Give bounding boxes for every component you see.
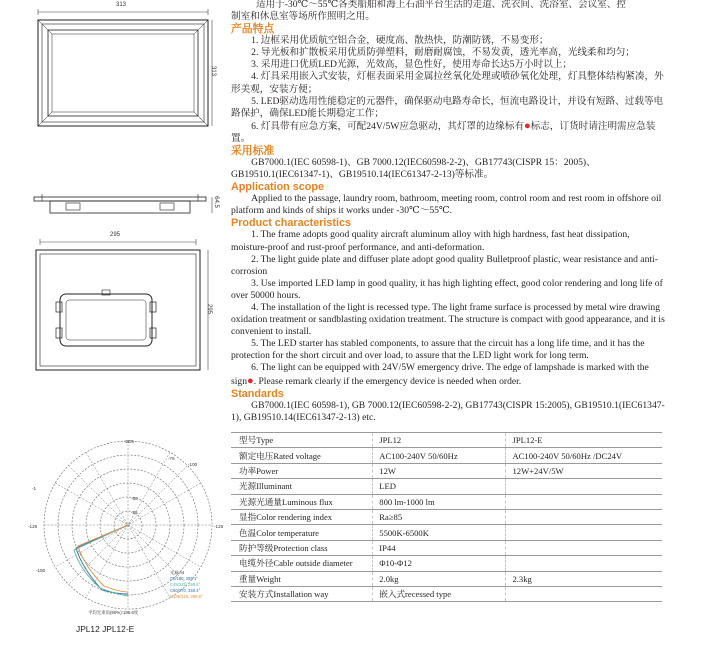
side-view-drawing <box>30 180 220 220</box>
spec-value-jpl12: 嵌入式recessed type <box>373 586 506 601</box>
spec-row <box>231 586 662 601</box>
cn-feature-6-end: 标志，订货时请注明需应急装置。 <box>231 120 656 144</box>
en-scope-heading: Application scope <box>231 181 324 194</box>
spec-value-jpl12: Φ10-Φ12 <box>373 556 506 571</box>
cn-intro-line1: 适用于-30℃～55℃各类船舶和海上石油平台生活的走道、洗衣间、洗浴室、会议室、控 <box>255 0 626 10</box>
spec-table-body <box>231 433 662 602</box>
polar-legend-item: C0/180, 289.1° <box>170 576 198 581</box>
en-standards: GB7000.1(IEC 60598-1), GB 7000.12(IEC60598-2-2), GB17743(CISPR 15:2005), GB19510.1(IEC61347-1), GB19510.14(IEC61347-2-13) etc. <box>231 399 665 423</box>
polar-caption: JPL12 JPL12-E <box>76 624 135 634</box>
spec-value-jpl12e <box>506 479 662 494</box>
spec-label: 光源Illuminant <box>231 479 373 494</box>
polar-legend-item: C45/225, 298.8° <box>170 582 201 587</box>
en-characteristics-heading: Product characteristics <box>231 217 352 230</box>
en-char-3: 3. Use imported LED lamp in good quality, it has high lighting effect, good color rendering and long life of over 50000 hours. <box>231 277 663 301</box>
spec-row <box>231 571 662 586</box>
spec-row <box>231 556 662 571</box>
spec-row <box>231 463 662 478</box>
polar-legend-item: C135/315, 298.8° <box>170 594 203 599</box>
emergency-dot-icon: ● <box>524 119 531 132</box>
cn-feature-5: 5. LED驱动选用性能稳定的元器件，确保驱动电路寿命长，恒流电路设计，并设有短路、过载等电路保护，确保LED能长期稳定工作； <box>231 95 664 119</box>
spec-value-jpl12e: 2.3kg <box>506 571 662 586</box>
cn-standards: GB7000.1(IEC 60598-1)、GB 7000.12(IEC60598-2-2)、GB17743(CISPR 15：2005)、GB19510.1(IEC61347-1)、GB19510.14(IEC61347-2-13)等标准。 <box>231 157 596 181</box>
polar-label: -1 <box>32 486 37 491</box>
spec-value-jpl12e <box>506 586 662 601</box>
polar-label: -100 <box>188 462 198 467</box>
cn-feature-3: 3. 采用进口优质LED光源，光效高，显色性好，使用寿命长达5万小时以上； <box>251 59 573 71</box>
spec-table <box>231 432 662 602</box>
spec-label: 安装方式Installation way <box>231 586 373 601</box>
polar-label: -25 <box>131 510 138 515</box>
en-char-4: 4. The installation of the light is recessed type. The light frame surface is processed by metal wire drawing oxidation treatment or sandblasting oxidation treatment. The structure is compact with good appearance, and it is convenient to install. <box>231 301 665 338</box>
cn-features-heading: 产品特点 <box>231 23 275 36</box>
en-char-6-start: 6. The light can be equipped with 24V/5W emergency drive. The edge of lampshade is marked with the sign <box>231 362 649 387</box>
spec-value-jpl12e <box>506 556 662 571</box>
en-char-1: 1. The frame adopts good quality aircraft aluminum alloy with high hardness, fast heat dissipation, moisture-proof and rust-proof performance, and anti-deformation. <box>231 229 630 253</box>
spec-label: 型号Type <box>231 433 373 448</box>
spec-value-jpl12: Ra≥85 <box>373 509 506 524</box>
spec-row <box>231 525 662 540</box>
spec-label: 额定电压Rated voltage <box>231 448 373 463</box>
spec-row <box>231 479 662 494</box>
en-char-6-end: . Please remark clearly if the emergency device is needed when order. <box>253 375 522 387</box>
polar-legend-item: 光源:n4 <box>170 570 185 575</box>
emergency-dot-icon: ● <box>247 374 254 387</box>
spec-value-jpl12e <box>506 540 662 555</box>
en-char-6 <box>231 362 667 387</box>
polar-label: -2D5 <box>124 439 134 444</box>
cn-feature-6-start: 6. 灯具带有应急方案，可配24V/5W应急驱动，其灯罩的边缘标有 <box>251 120 525 132</box>
polar-label: -125 <box>28 524 38 529</box>
cn-feature-6 <box>231 120 667 145</box>
spec-row <box>231 448 662 463</box>
en-char-5: 5. The LED starter has stabled components, to assure that the circuit has a long life time, and it has the protection for the short circuit and over load, to assure that the LED light work for long term. <box>231 338 645 362</box>
spec-label: 防护等级Protection class <box>231 540 373 555</box>
side-height-dim: 64.5 <box>212 196 219 208</box>
en-scope: Applied to the passage, laundry room, bathroom, meeting room, control room and rest room in offshore oil platform and kinds of ships it works under -30℃～55℃. <box>231 193 662 217</box>
polar-label: -150 <box>36 568 46 573</box>
spec-label: 光源光通量Luminous flux <box>231 494 373 509</box>
spec-value-jpl12e <box>506 509 662 524</box>
polar-label: -125 <box>214 524 224 529</box>
spec-value-jpl12: 2.0kg <box>373 571 506 586</box>
bottom-view-drawing <box>30 232 220 376</box>
spec-value-jpl12: 12W <box>373 463 506 478</box>
top-height-dim: 313 <box>210 65 217 77</box>
spec-row <box>231 509 662 524</box>
en-standards-heading: Standards <box>231 387 284 400</box>
spec-value-jpl12: 800 lm-1000 lm <box>373 494 506 509</box>
spec-label: 显指Color rendering index <box>231 509 373 524</box>
spec-label: 功率Power <box>231 463 373 478</box>
top-width-dim: 313 <box>116 2 127 8</box>
spec-value-jpl12e: AC100-240V 50/60Hz /DC24V <box>506 448 662 463</box>
bottom-width-dim: 295 <box>110 232 121 238</box>
spec-label: 电缆外径Cable outside diameter <box>231 556 373 571</box>
spec-value-jpl12: LED <box>373 479 506 494</box>
polar-footer: 平均光束角(90%):196.6度 <box>88 610 139 615</box>
description-text <box>231 0 667 424</box>
en-char-2: 2. The light guide plate and diffuser plate adopt good quality Bulletproof plastic, wear resistance and anti-corrosion <box>231 253 658 277</box>
spec-value-jpl12e: JPL12-E <box>506 433 662 448</box>
polar-label: -75 <box>168 456 175 461</box>
spec-label: 色温Color temperature <box>231 525 373 540</box>
spec-value-jpl12e <box>506 525 662 540</box>
spec-value-jpl12e <box>506 494 662 509</box>
top-view-drawing <box>30 2 217 130</box>
polar-label: -50 <box>131 496 138 501</box>
cn-feature-4: 4. 灯具采用嵌入式安装，灯框表面采用金属拉丝氧化处理或喷砂氧化处理，灯具整体结构紧凑，外形美观，安装方便； <box>231 71 664 95</box>
bottom-height-dim: 295 <box>206 303 213 315</box>
spec-value-jpl12e: 12W+24V/5W <box>506 463 662 478</box>
spec-value-jpl12: IP44 <box>373 540 506 555</box>
cn-feature-1: 1. 边框采用优质航空铝合金，硬度高、散热快，防潮防锈，不易变形； <box>251 35 549 47</box>
spec-row <box>231 494 662 509</box>
spec-value-jpl12: 5500K-6500K <box>373 525 506 540</box>
cn-standards-heading: 采用标准 <box>231 145 275 158</box>
cn-intro-line2: 制室和休息室等场所作照明之用。 <box>231 11 375 23</box>
spec-row <box>231 433 662 448</box>
spec-value-jpl12: JPL12 <box>373 433 506 448</box>
spec-value-jpl12: AC100-240V 50/60Hz <box>373 448 506 463</box>
polar-distribution-diagram <box>28 436 224 616</box>
cn-feature-2: 2. 导光板和扩散板采用优质防弹塑料，耐磨耐腐蚀，不易发黄，透光率高，光线柔和均匀； <box>251 47 635 59</box>
spec-label: 重量Weight <box>231 571 373 586</box>
spec-row <box>231 540 662 555</box>
polar-legend-item: C90/270, 250.4° <box>170 588 201 593</box>
